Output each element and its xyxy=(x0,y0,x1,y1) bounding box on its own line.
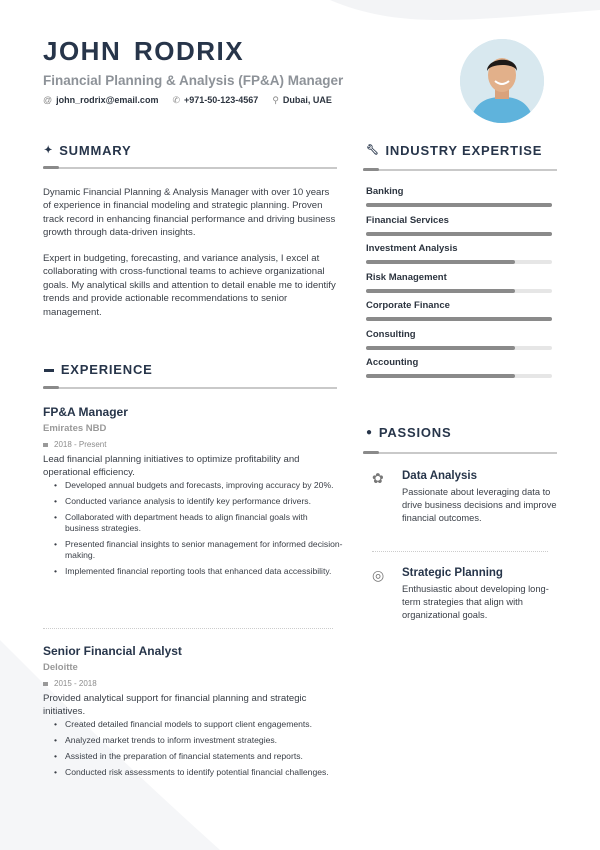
expertise-label: Banking xyxy=(366,186,404,197)
expertise-bar-fill xyxy=(366,374,515,378)
expertise-item xyxy=(366,300,552,321)
job-bullets xyxy=(43,480,343,577)
expertise-item xyxy=(366,329,552,350)
target-icon: ◎ xyxy=(372,567,385,583)
phone-text: +971-50-123-4567 xyxy=(184,95,259,105)
location-pin-icon: ⚲ xyxy=(272,95,279,105)
expertise-bar xyxy=(366,232,552,236)
avatar xyxy=(460,39,544,123)
passion-item xyxy=(372,470,562,525)
passions-heading xyxy=(366,425,451,440)
expertise-bar-fill xyxy=(366,260,515,264)
experience-heading-text: EXPERIENCE xyxy=(60,362,153,377)
expertise-bar xyxy=(366,260,552,264)
passion-title: Strategic Planning xyxy=(402,567,503,579)
company: Deloitte xyxy=(43,662,78,673)
summary-paragraph: Dynamic Financial Planning & Analysis Manager with over 10 years of experience in financial modeling and strategic planning. Proven track record in enhancing financial performance and driving business growth through data-driven insights. xyxy=(43,187,336,239)
divider xyxy=(43,387,337,389)
expertise-bar-fill xyxy=(366,289,515,293)
candidate-name: JOHN RODRIX xyxy=(43,36,245,66)
job-dates-text: 2018 - Present xyxy=(54,440,107,449)
bullet: • Collaborated with department heads to align financial goals with business strategies. xyxy=(43,512,343,534)
bullet: • Presented financial insights to senior management for informed decision-making. xyxy=(43,539,343,561)
wrench-icon: 🔧︎ xyxy=(366,145,380,156)
expertise-item xyxy=(366,186,552,207)
calendar-icon xyxy=(43,443,48,447)
passion-description: Passionate about leveraging data to drive business decisions and improve financial outcomes. xyxy=(402,487,557,523)
expertise-bar xyxy=(366,203,552,207)
sparkle-icon: ✦ xyxy=(44,145,54,156)
lightbulb-icon: ● xyxy=(366,427,373,438)
divider xyxy=(43,628,333,629)
job-title: Financial Planning & Analysis (FP&A) Manager xyxy=(43,73,344,88)
phone-icon: ✆ xyxy=(172,95,180,105)
bullet: • Analyzed market trends to inform investment strategies. xyxy=(43,735,343,746)
brain-icon: ✿ xyxy=(372,470,384,486)
location xyxy=(272,95,332,106)
expertise-bar-fill xyxy=(366,346,515,350)
expertise-item xyxy=(366,243,552,264)
job-position: Senior Financial Analyst xyxy=(43,644,182,658)
briefcase-icon: ▬ xyxy=(44,364,55,375)
job-bullets xyxy=(43,719,343,778)
expertise-bar-fill xyxy=(366,232,552,236)
summary-heading-text: SUMMARY xyxy=(59,143,132,158)
email-text: john_rodrix@email.com xyxy=(56,95,159,105)
summary-heading xyxy=(44,143,131,158)
passions-heading-text: PASSIONS xyxy=(378,425,452,440)
divider xyxy=(43,167,337,169)
passion-item xyxy=(372,567,562,622)
divider xyxy=(363,452,557,454)
job-description: Lead financial planning initiatives to optimize profitability and operational efficiency. xyxy=(43,454,300,479)
expertise-label: Financial Services xyxy=(366,214,449,226)
experience-heading xyxy=(44,362,153,377)
job-position: FP&A Manager xyxy=(43,405,128,419)
expertise-label: Investment Analysis xyxy=(366,243,458,254)
divider xyxy=(363,169,557,171)
calendar-icon xyxy=(43,682,48,686)
passion-description: Enthusiastic about developing long-term strategies that align with organizational goals. xyxy=(402,584,549,620)
expertise-label: Consulting xyxy=(366,328,416,340)
expertise-bar-fill xyxy=(366,203,552,207)
job-dates xyxy=(43,440,343,449)
expertise-item xyxy=(366,272,552,293)
expertise-heading-text: INDUSTRY EXPERTISE xyxy=(385,143,543,158)
expertise-item xyxy=(366,215,552,236)
expertise-item xyxy=(366,357,552,378)
expertise-label: Accounting xyxy=(366,357,419,368)
summary-paragraph: Expert in budgeting, forecasting, and variance analysis, I excel at collaborating with cross-functional teams to achieve organizational goals. My analytical skills and attention to detail enable me to identify trends and provide actionable recommendations to senior management. xyxy=(43,253,336,318)
expertise-bar-fill xyxy=(366,317,552,321)
contact-info xyxy=(43,95,332,106)
expertise-bar xyxy=(366,374,552,378)
bullet: • Conducted variance analysis to identify key performance drivers. xyxy=(43,496,343,507)
expertise-bar xyxy=(366,289,552,293)
bullet: • Implemented financial reporting tools that enhanced data accessibility. xyxy=(43,566,343,577)
job-dates-text: 2015 - 2018 xyxy=(54,679,97,688)
email[interactable] xyxy=(43,95,158,106)
bullet: • Developed annual budgets and forecasts, improving accuracy by 20%. xyxy=(43,480,343,491)
at-icon: @ xyxy=(43,95,53,105)
job-dates xyxy=(43,679,343,688)
company: Emirates NBD xyxy=(43,423,107,434)
bullet: • Assisted in the preparation of financial statements and reports. xyxy=(43,751,343,762)
bullet: • Conducted risk assessments to identify potential financial challenges. xyxy=(43,767,343,778)
expertise-bar xyxy=(366,317,552,321)
phone[interactable] xyxy=(172,95,258,106)
divider xyxy=(372,551,548,552)
job-description: Provided analytical support for financial planning and strategic initiatives. xyxy=(43,693,307,718)
bullet: • Created detailed financial models to support client engagements. xyxy=(43,719,343,730)
location-text: Dubai, UAE xyxy=(282,95,332,105)
expertise-heading xyxy=(366,143,542,158)
expertise-bar xyxy=(366,346,552,350)
expertise-label: Corporate Finance xyxy=(366,300,450,311)
expertise-label: Risk Management xyxy=(366,271,447,283)
job-entry xyxy=(43,644,343,783)
passion-title: Data Analysis xyxy=(402,470,477,482)
job-entry xyxy=(43,405,343,582)
